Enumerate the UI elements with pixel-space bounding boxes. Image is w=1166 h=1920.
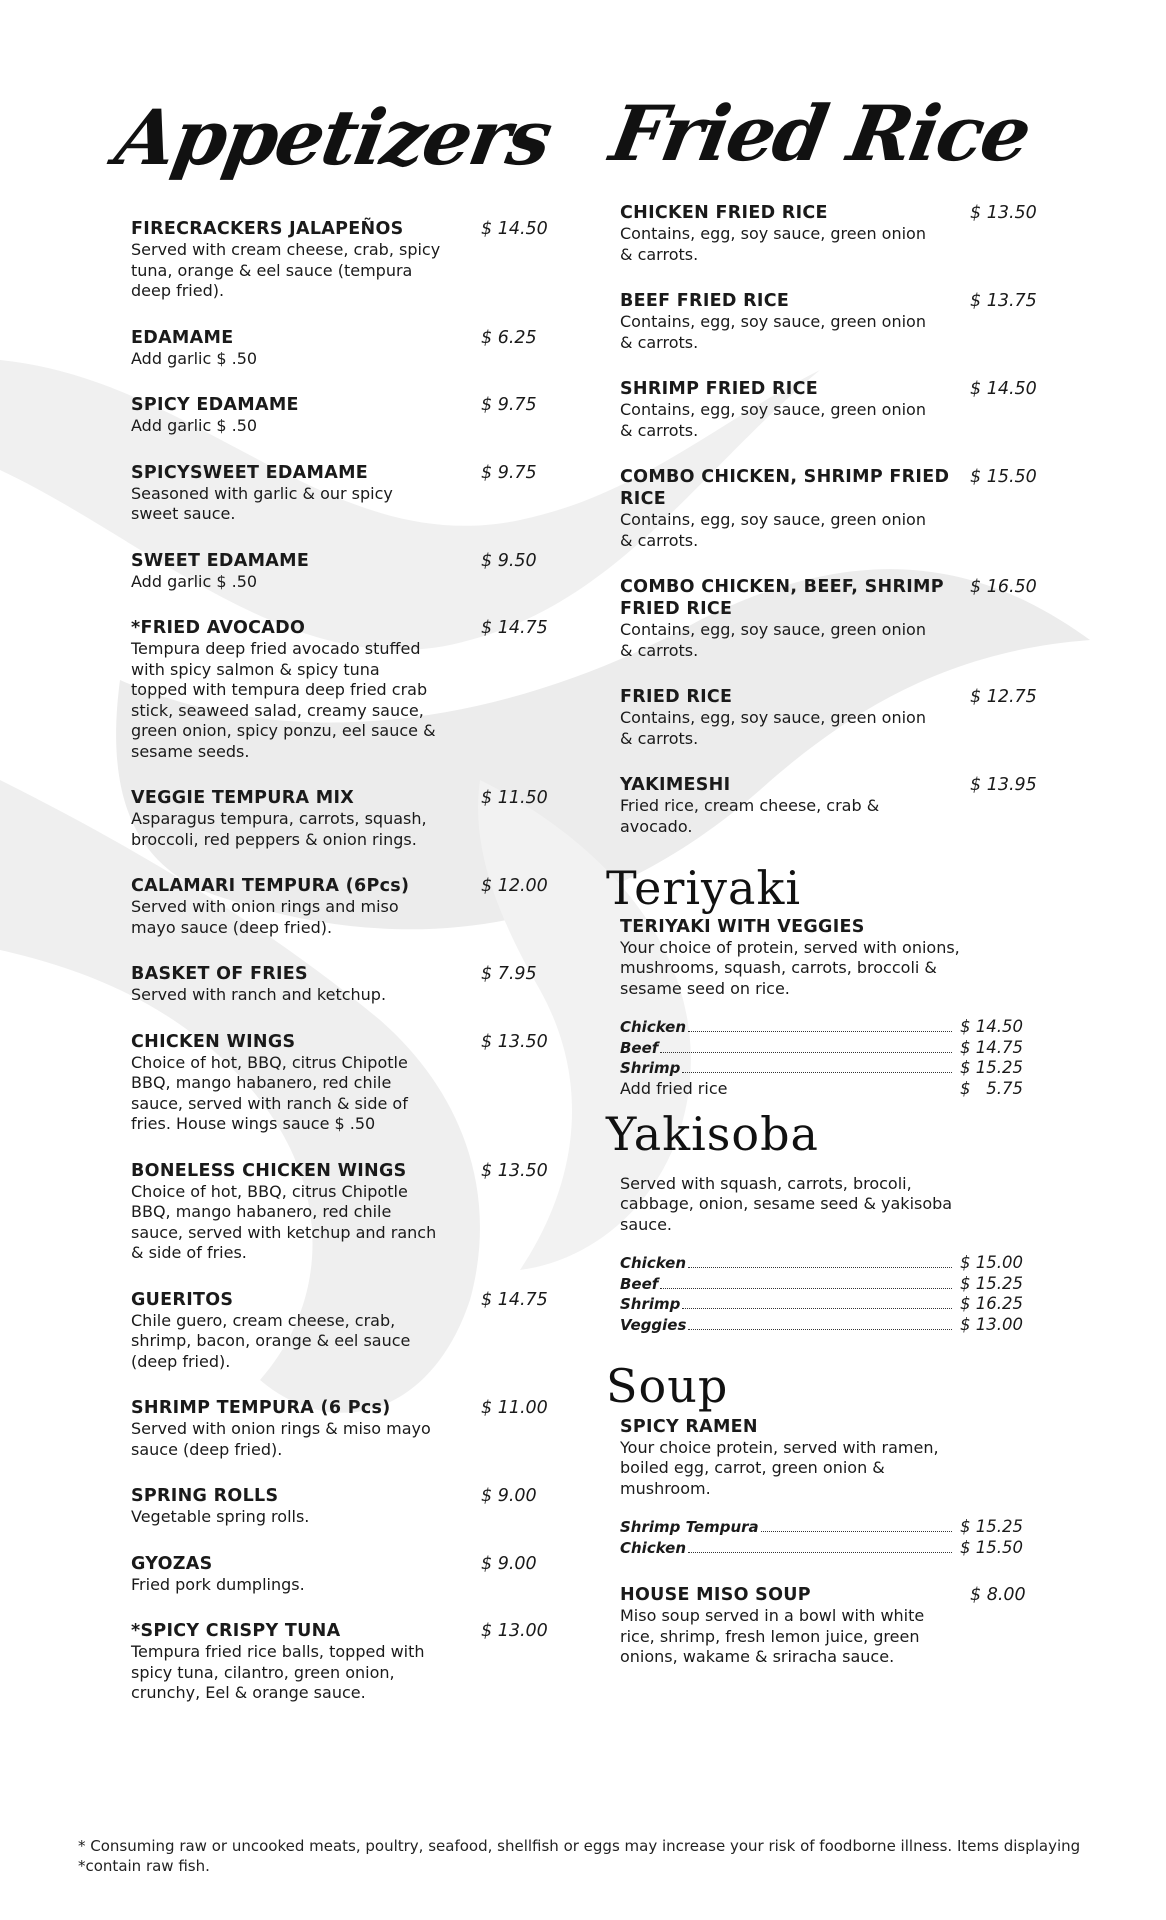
menu-item: [131, 462, 551, 525]
item-price: $ 13.50: [970, 203, 1037, 223]
item-price: $ 9.00: [481, 1486, 537, 1506]
item-name: SWEET EDAMAME: [131, 550, 310, 571]
option-label: Beef: [620, 1038, 659, 1057]
item-price: $ 7.95: [481, 964, 537, 984]
item-price: $ 9.50: [481, 550, 537, 571]
item-description: Served with cream cheese, crab, spicy tuna, orange & eel sauce (tempura deep fried).: [131, 240, 441, 300]
menu-item: [620, 378, 1040, 441]
item-name: CALAMARI TEMPURA (6Pcs): [131, 876, 410, 896]
item-price: $ 9.00: [481, 1553, 537, 1574]
spicy-ramen-description: Your choice protein, served with ramen, boiled egg, carrot, green onion & mushroom.: [620, 1437, 939, 1498]
addon-row: [620, 1079, 1030, 1100]
appetizer-list: [131, 218, 551, 1704]
item-price: $ 14.75: [481, 618, 548, 638]
menu-item: [131, 1553, 551, 1596]
menu-item: [131, 787, 551, 850]
dot-leader: [682, 1072, 952, 1073]
item-name: FRIED RICE: [620, 687, 733, 707]
item-name: SPICY EDAMAME: [131, 395, 299, 415]
menu-item: [131, 550, 551, 593]
item-description: Served with onion rings & miso mayo sauce (deep fried).: [131, 1419, 431, 1459]
dot-leader: [761, 1531, 952, 1532]
item-description: Add garlic $ .50: [131, 571, 258, 591]
option-label: Shrimp: [620, 1295, 681, 1314]
option-price: $ 15.25: [960, 1058, 1023, 1078]
item-price: $ 14.75: [481, 1289, 548, 1310]
teriyaki-title: Teriyaki: [606, 861, 802, 915]
item-description: Asparagus tempura, carrots, squash, broccoli, red peppers & onion rings.: [131, 809, 427, 849]
option-label: Shrimp Tempura: [620, 1518, 759, 1537]
fried-rice-title: Fried Rice: [604, 89, 1037, 178]
menu-item: [620, 466, 1040, 551]
yakisoba-title: Yakisoba: [606, 1107, 819, 1162]
item-price: $ 14.50: [970, 379, 1037, 399]
option-price: $ 13.00: [960, 1314, 1023, 1334]
option-label: Chicken: [620, 1254, 687, 1273]
item-name: COMBO CHICKEN, BEEF, SHRIMP FRIED RICE: [620, 577, 944, 619]
price-row: [620, 1274, 1030, 1295]
dot-leader: [688, 1329, 952, 1330]
item-description: Choice of hot, BBQ, citrus Chipotle BBQ, mango habanero, red chile sauce, served with ketchup and ranch & side of fries.: [131, 1181, 437, 1262]
item-description: Contains, egg, soy sauce, green onion & carrots.: [620, 708, 926, 748]
item-name: CHICKEN FRIED RICE: [620, 203, 828, 223]
menu-item: [620, 576, 1040, 661]
option-price: $ 15.00: [960, 1253, 1023, 1273]
price-row: [620, 1538, 1030, 1559]
teriyaki-description: Your choice of protein, served with onions, mushrooms, squash, carrots, broccoli & sesame seed on rice.: [620, 937, 960, 998]
item-name: BONELESS CHICKEN WINGS: [131, 1160, 407, 1181]
menu-item: [131, 1620, 551, 1704]
item-price: $ 13.50: [481, 1160, 548, 1181]
menu-item: [620, 202, 1040, 265]
item-name: COMBO CHICKEN, SHRIMP FRIED RICE: [620, 467, 950, 509]
item-description: Contains, egg, soy sauce, green onion & carrots.: [620, 620, 926, 660]
dot-leader: [688, 1031, 952, 1032]
item-name: *SPICY CRISPY TUNA: [131, 1621, 341, 1641]
item-name: YAKIMESHI: [620, 775, 731, 795]
item-description: Contains, egg, soy sauce, green onion & carrots.: [620, 312, 926, 352]
item-price: $ 9.75: [481, 395, 537, 415]
item-description: Contains, egg, soy sauce, green onion & carrots.: [620, 400, 926, 440]
item-name: SPRING ROLLS: [131, 1486, 279, 1506]
appetizers-title: Appetizers: [109, 93, 557, 182]
price-row: [620, 1517, 1030, 1538]
option-price: $ 15.25: [960, 1273, 1023, 1293]
item-price: $ 9.75: [481, 462, 537, 483]
ramen-price-list: [620, 1517, 1030, 1558]
item-description: Tempura deep fried avocado stuffed with spicy salmon & spicy tuna topped with tempura deep fried crab stick, seaweed salad, creamy sauce, green onion, spicy ponzu, eel sauce & sesame seeds.: [131, 639, 436, 761]
left-column: [109, 90, 557, 1729]
dot-leader: [688, 1552, 952, 1553]
price-row: [620, 1253, 1030, 1274]
soup-title: Soup: [606, 1359, 729, 1414]
yakisoba-price-list: [620, 1253, 1030, 1335]
option-price: $ 14.50: [960, 1017, 1023, 1037]
item-name: SHRIMP TEMPURA (6 Pcs): [131, 1398, 391, 1418]
item-description: Contains, egg, soy sauce, green onion & carrots.: [620, 224, 926, 264]
item-description: Fried rice, cream cheese, crab & avocado.: [620, 796, 880, 836]
dot-leader: [660, 1052, 952, 1053]
item-price: $ 12.00: [481, 876, 548, 896]
spicy-ramen-name: SPICY RAMEN: [620, 1416, 758, 1437]
item-name: SHRIMP FRIED RICE: [620, 379, 818, 399]
menu-item: [620, 686, 1040, 749]
menu-item: [131, 1485, 551, 1528]
item-price: $ 13.75: [970, 291, 1037, 311]
item-price: $ 13.50: [481, 1031, 548, 1052]
option-label: Shrimp: [620, 1059, 681, 1078]
item-description: Add garlic $ .50: [131, 416, 258, 435]
option-label: Chicken: [620, 1538, 687, 1557]
item-name: *FRIED AVOCADO: [131, 618, 306, 638]
item-description: Choice of hot, BBQ, citrus Chipotle BBQ, mango habanero, red chile sauce, served with ranch & side of fries. House wings sauce $ .50: [131, 1052, 408, 1133]
menu-item: [131, 218, 551, 302]
addon-price: $ 5.75: [960, 1078, 1023, 1098]
item-price: $ 11.50: [481, 788, 548, 808]
item-name: SPICYSWEET EDAMAME: [131, 462, 369, 483]
menu-item: [131, 1289, 551, 1373]
item-description: Add garlic $ .50: [131, 348, 258, 368]
item-price: $ 16.50: [970, 577, 1037, 597]
teriyaki-addon: [620, 1079, 1030, 1100]
dot-leader: [660, 1288, 952, 1289]
yakisoba-description: Served with squash, carrots, brocoli, cabbage, onion, sesame seed & yakisoba sauce.: [620, 1173, 953, 1234]
miso-soup-price: $ 8.00: [970, 1585, 1026, 1606]
item-name: CHICKEN WINGS: [131, 1031, 296, 1052]
miso-soup-description: Miso soup served in a bowl with white rice, shrimp, fresh lemon juice, green onions, wakame & sriracha sauce.: [620, 1606, 925, 1667]
item-description: Contains, egg, soy sauce, green onion & carrots.: [620, 510, 926, 550]
addon-label: Add fried rice: [620, 1078, 728, 1098]
item-description: Served with onion rings and miso mayo sauce (deep fried).: [131, 897, 399, 937]
item-description: Chile guero, cream cheese, crab, shrimp, bacon, orange & eel sauce (deep fried).: [131, 1310, 411, 1371]
menu-item: [131, 875, 551, 938]
menu-item: [131, 617, 551, 762]
item-name: FIRECRACKERS JALAPEÑOS: [131, 219, 404, 239]
item-name: EDAMAME: [131, 327, 234, 348]
price-row: [620, 1315, 1030, 1336]
item-price: $ 6.25: [481, 327, 537, 348]
option-price: $ 14.75: [960, 1037, 1023, 1057]
item-name: VEGGIE TEMPURA MIX: [131, 788, 355, 808]
option-label: Beef: [620, 1274, 659, 1293]
menu-item: [131, 1160, 551, 1264]
house-miso-soup: [620, 1584, 1040, 1668]
menu-item: [131, 963, 551, 1006]
option-price: $ 16.25: [960, 1294, 1023, 1314]
teriyaki-price-list: [620, 1017, 1030, 1079]
right-column: [604, 89, 1040, 1693]
price-row: [620, 1017, 1030, 1038]
option-label: Veggies: [620, 1315, 687, 1334]
option-label: Chicken: [620, 1018, 687, 1037]
option-price: $ 15.50: [960, 1537, 1023, 1557]
option-price: $ 15.25: [960, 1517, 1023, 1537]
item-description: Served with ranch and ketchup.: [131, 985, 387, 1004]
item-price: $ 13.95: [970, 775, 1037, 795]
item-name: GYOZAS: [131, 1553, 213, 1574]
item-price: $ 15.50: [970, 467, 1037, 487]
raw-food-disclaimer: * Consuming raw or uncooked meats, poultry, seafood, shellfish or eggs may increase your risk of foodborne illness. Items displaying *contain raw fish.: [78, 1837, 1081, 1875]
miso-soup-name: HOUSE MISO SOUP: [620, 1585, 811, 1606]
menu-item: [131, 1397, 551, 1460]
item-description: Seasoned with garlic & our spicy sweet sauce.: [131, 483, 393, 523]
menu-item: [131, 1031, 551, 1135]
menu-item: [131, 327, 551, 370]
menu-item: [620, 774, 1040, 837]
item-description: Tempura fried rice balls, topped with spicy tuna, cilantro, green onion, crunchy, Eel & orange sauce.: [131, 1642, 425, 1702]
item-price: $ 14.50: [481, 219, 548, 239]
price-row: [620, 1294, 1030, 1315]
item-price: $ 12.75: [970, 687, 1037, 707]
item-name: BASKET OF FRIES: [131, 964, 308, 984]
item-price: $ 11.00: [481, 1398, 548, 1418]
item-description: Vegetable spring rolls.: [131, 1507, 310, 1526]
menu-item: [620, 290, 1040, 353]
dot-leader: [688, 1267, 952, 1268]
price-row: [620, 1038, 1030, 1059]
teriyaki-item-name: TERIYAKI WITH VEGGIES: [620, 916, 865, 937]
fried-rice-list: [620, 202, 1040, 837]
menu-item: [131, 394, 551, 437]
item-description: Fried pork dumplings.: [131, 1574, 305, 1594]
item-name: BEEF FRIED RICE: [620, 291, 790, 311]
dot-leader: [682, 1308, 952, 1309]
price-row: [620, 1058, 1030, 1079]
item-price: $ 13.00: [481, 1621, 548, 1641]
item-name: GUERITOS: [131, 1289, 234, 1310]
